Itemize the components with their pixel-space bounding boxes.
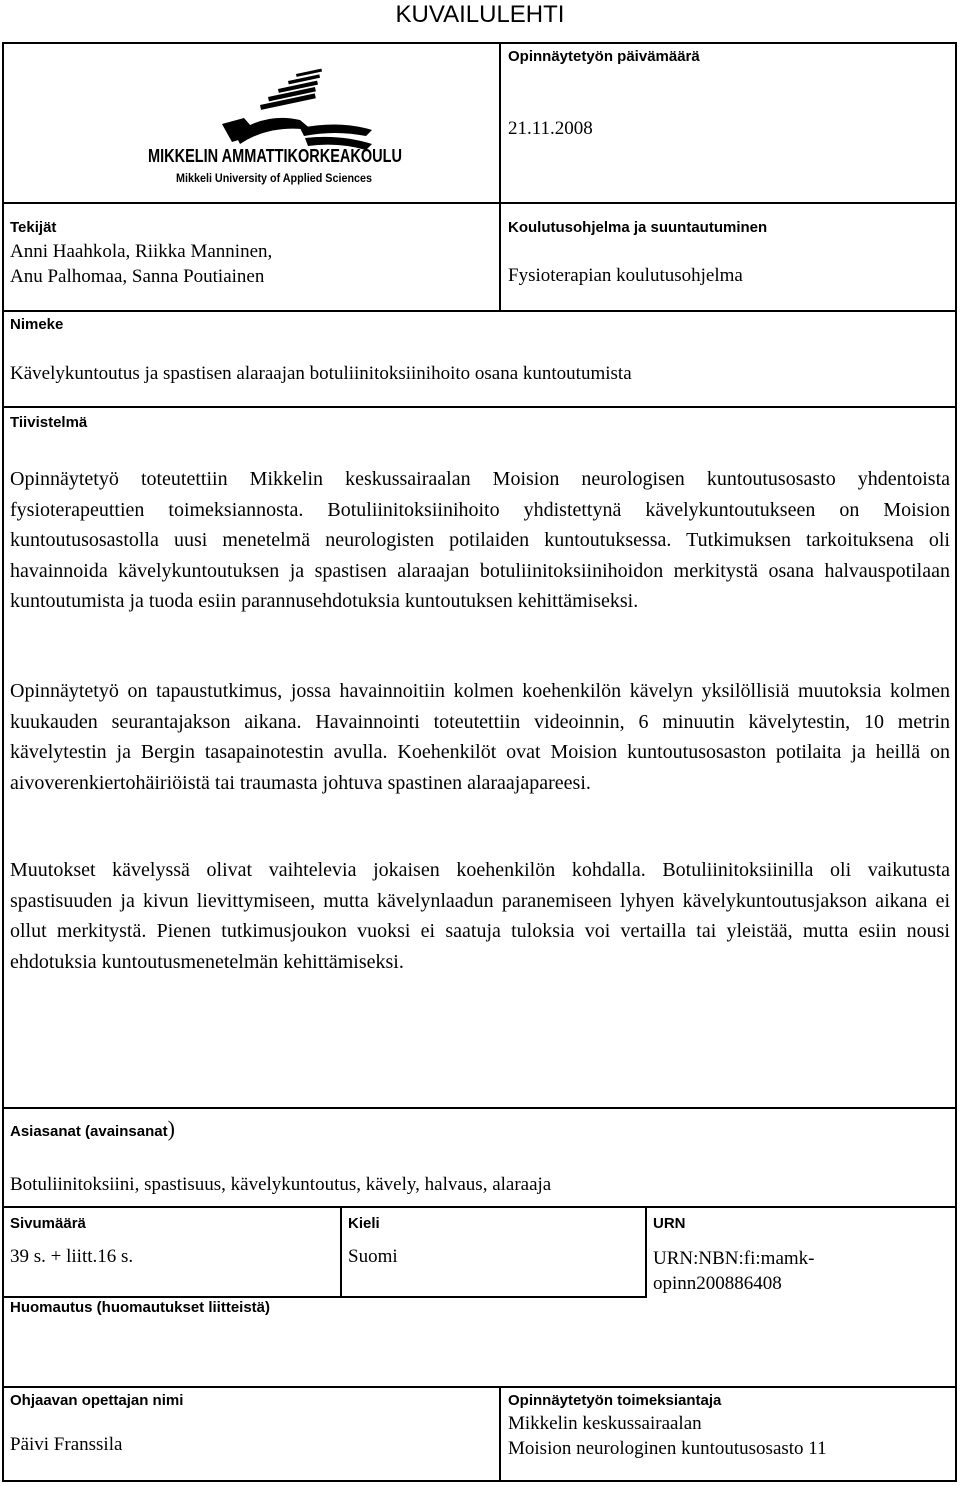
svg-text:MIKKELIN AMMATTIKORKEAKOULU: MIKKELIN AMMATTIKORKEAKOULU bbox=[148, 145, 402, 166]
date-value: 21.11.2008 bbox=[508, 118, 593, 139]
date-label: Opinnäytetyön päivämäärä bbox=[508, 48, 700, 65]
authors-line-2: Anu Palhomaa, Sanna Poutiainen bbox=[10, 266, 265, 287]
document-title: KUVAILULEHTI bbox=[395, 1, 565, 28]
abstract-paragraph-3: Muutokset kävelyssä olivat vaihtelevia jokaisen koehenkilön kohdalla. Botuliinitoksiinilla oli vaikutusta spastisuuden ja kivun lievittymiseen, mutta kävelynlaadun paranemiseen lyhyen kävelykuntoutusjakson aikana ei ollut merkitystä. Pienen tutkimusjoukon vuoksi ei saatuja tuloksia voi vertailla tai yleistää, mutta esiin nousi ehdotuksia kuntoutusmenetelmän kehittämiseksi. bbox=[10, 859, 950, 973]
urn-label: URN bbox=[653, 1215, 686, 1232]
abstract-label: Tiivistelmä bbox=[10, 414, 88, 431]
divider bbox=[2, 1386, 957, 1388]
supervisor-label: Ohjaavan opettajan nimi bbox=[10, 1392, 184, 1409]
abstract-paragraph-1: Opinnäytetyö toteutettiin Mikkelin keskussairaalan Moision neurologisen kuntoutusosasto yhdentoista fysioterapeuttien toimeksiannosta. Botuliinitoksiinihoito yhdistettynä kävelykuntoutukseen on Moision kuntoutusosastolla uusi menetelmä neurologisten potilaiden kuntoutuksessa. Tutkimuksen tarkoituksena oli havainnoida kävelykuntoutuksen ja spastisen alaraajan botuliinitoksiinihoidon merkitystä osana halvauspotilaan kuntoutumista ja tuoda esiin parannusehdotuksia kuntoutuksen kehittämiseksi. bbox=[10, 468, 950, 612]
divider bbox=[2, 1296, 647, 1298]
divider bbox=[340, 1206, 342, 1298]
authors-label: Tekijät bbox=[10, 219, 57, 236]
logo-emblem-icon bbox=[140, 72, 410, 190]
pages-value: 39 s. + liitt.16 s. bbox=[10, 1246, 134, 1267]
notes-label: Huomautus (huomautukset liitteistä) bbox=[10, 1299, 271, 1316]
program-value: Fysioterapian koulutusohjelma bbox=[508, 265, 743, 286]
commissioner-line-1: Mikkelin keskussairaalan bbox=[508, 1413, 702, 1434]
keywords-value: Botuliinitoksiini, spastisuus, kävelykuntoutus, kävely, halvaus, alaraaja bbox=[10, 1174, 552, 1195]
svg-text:Mikkeli University of Applied: Mikkeli University of Applied Sciences bbox=[176, 173, 372, 185]
pages-label: Sivumäärä bbox=[10, 1215, 86, 1232]
supervisor-value: Päivi Franssila bbox=[10, 1434, 123, 1455]
commissioner-line-2: Moision neurologinen kuntoutusosasto 11 bbox=[508, 1438, 827, 1459]
program-label: Koulutusohjelma ja suuntautuminen bbox=[508, 219, 768, 236]
divider bbox=[499, 42, 501, 312]
divider bbox=[2, 1107, 957, 1109]
divider bbox=[2, 202, 957, 204]
divider bbox=[2, 1206, 957, 1208]
divider bbox=[2, 406, 957, 408]
divider bbox=[2, 310, 957, 312]
language-label: Kieli bbox=[348, 1215, 380, 1232]
divider bbox=[499, 1386, 501, 1482]
urn-value-line-1: URN:NBN:fi:mamk- bbox=[653, 1248, 815, 1269]
abstract-paragraph-2: Opinnäytetyö on tapaustutkimus, jossa havainnoitiin kolmen koehenkilön kävelyn yksilöllisiä muutoksia kolmen kuukauden seurantajakson aikana. Havainnointi toteutettiin videoinnin, 6 minuutin kävelytestin, 10 metrin kävelytestin ja Bergin tasapainotestin avulla. Koehenkilöt ovat Moision kuntoutusosaston potilaita ja heillä on aivoverenkiertohäiriöistä tai traumasta johtuva spastinen alaraajapareesi. bbox=[10, 680, 950, 794]
divider bbox=[645, 1206, 647, 1298]
language-value: Suomi bbox=[348, 1246, 398, 1267]
authors-line-1: Anni Haahkola, Riikka Manninen, bbox=[10, 241, 273, 262]
keywords-label: Asiasanat (avainsanat) bbox=[10, 1116, 175, 1141]
title-field-label: Nimeke bbox=[10, 316, 64, 333]
thesis-title: Kävelykuntoutus ja spastisen alaraajan botuliinitoksiinihoito osana kuntoutumista bbox=[10, 363, 632, 384]
university-logo bbox=[140, 72, 410, 190]
commissioner-label: Opinnäytetyön toimeksiantaja bbox=[508, 1392, 722, 1409]
urn-value-line-2: opinn200886408 bbox=[653, 1273, 782, 1294]
